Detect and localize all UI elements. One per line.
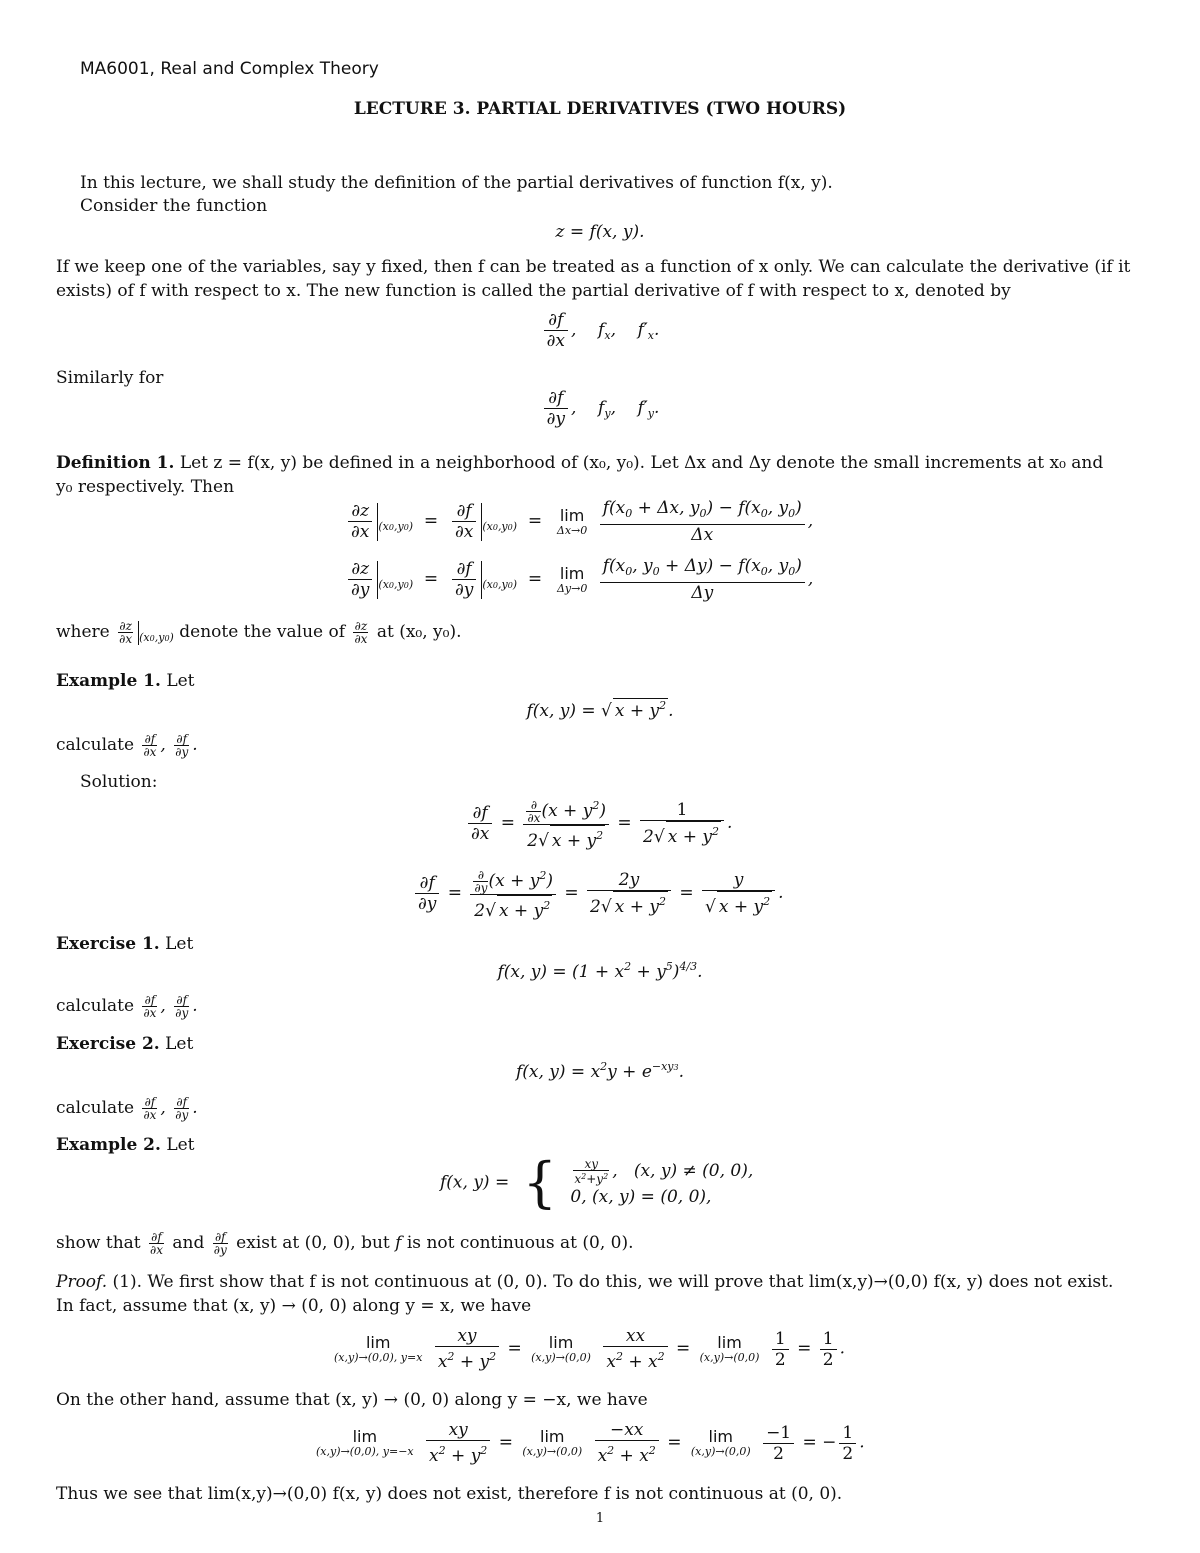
- exercise-2-line: Exercise 2. Let: [56, 1034, 194, 1054]
- intro-paragraph-line-2: exists) of f with respect to x. The new function is called the partial derivative of f with respect to x, denoted by: [56, 281, 1011, 301]
- proof-line-4: Thus we see that lim(x,y)→(0,0) f(x, y) does not exist, therefore f is not continuous at (0, 0).: [56, 1484, 843, 1504]
- proof-line-3: On the other hand, assume that (x, y) → (0, 0) along y = −x, we have: [56, 1390, 648, 1410]
- definition-1-line-1: [56, 452, 1103, 474]
- intro-line-1: In this lecture, we shall study the definition of the partial derivatives of function f(x, y).: [80, 173, 833, 193]
- proof-label: Proof.: [56, 1272, 108, 1292]
- solution-partial-x: $\frac{\partial f}{\partial x}$ = $\frac{\partial}{\partial x}$ $(x + y^2)$ 2√ $x + y^2$ = $\frac{1}{2√ x + y^2}$ .: [465, 796, 732, 851]
- exercise-2-calculate: calculate $\frac{\partial f}{\partial x}$ , $\frac{\partial f}{\partial y}$ .: [56, 1095, 198, 1122]
- case-2: 0, (x, y) = (0, 0),: [570, 1186, 712, 1207]
- solution-partial-y: $\frac{\partial f}{\partial y}$ = $\frac{\partial}{\partial y}$ $(x + y^2)$ 2√ $x + y^2$ = $\frac{2y}{2√ x + y^2}$ = $\frac{y}{√ x + y^2}$ .: [412, 866, 784, 921]
- partial-y-notation: $\frac{\partial f}{\partial y}$ , $f_y$, $f'_y$.: [0, 388, 1200, 429]
- exercise-1-calculate: calculate $\frac{\partial f}{\partial x}$ , $\frac{\partial f}{\partial y}$ .: [56, 993, 198, 1020]
- exercise-1-function: f(x, $y) = (1 + x^2 + y^5)^{4/3}$.: [497, 960, 703, 982]
- definition-partial-y-formula: $\frac{\partial z}{\partial y}$ $_{(x0,y0)}$ = $\frac{\partial f}{\partial y}$ $_{(x0,y0)}$ = lim Δy→0 $\frac{f(x_0, y_0 + \Delta y) - f(x_0, y_0)}{\Delta y}$ ,: [345, 556, 813, 603]
- limit-along-y-equals-minus-x: lim (x,y)→(0,0), y=−x $\frac{xy}{x^2 + y^2}$ = lim (x,y)→(0,0) $\frac{-xx}{x^2 + x^2}$ = lim (x,y)→(0,0) $\frac{-1}{2}$ = − $\frac{1}{2}$ .: [316, 1420, 865, 1466]
- example-2-piecewise: f(x, y) = { $\frac{xy}{x^2+y^2}$ , (x, y) ≠ (0, 0), 0, (x, y) = (0, 0),: [440, 1151, 754, 1214]
- intro-paragraph-line-1: If we keep one of the variables, say y fixed, then f can be treated as a function of x only. We can calculate the derivative (if it: [56, 257, 1131, 277]
- similarly-text: Similarly for: [56, 368, 164, 388]
- example-2-show-line: show that $\frac{\partial f}{\partial x}$ and $\frac{\partial f}{\partial y}$ exist at (0, 0), but f is not continuous at (0, 0).: [56, 1230, 634, 1257]
- definition-where-line: where $\frac{\partial z}{\partial x}$ $_{(x0,y0)}$ denote the value of $\frac{\partial z}{\partial x}$ at (x₀, y₀).: [56, 619, 462, 646]
- example-1-calculate: calculate $\frac{\partial f}{\partial x}$ , $\frac{\partial f}{\partial y}$ .: [56, 732, 198, 759]
- case-1-condition: (x, y) ≠ (0, 0),: [633, 1160, 754, 1181]
- example-2-line: Example 2. Let: [56, 1135, 195, 1155]
- limit-along-y-equals-x: lim (x,y)→(0,0), y=x $\frac{xy}{x^2 + y^2}$ = lim (x,y)→(0,0) $\frac{xx}{x^2 + x^2}$ = lim (x,y)→(0,0) $\frac{1}{2}$ = $\frac{1}{2}$ .: [334, 1326, 845, 1372]
- equation-z-f: z = f(x, y).: [555, 222, 645, 242]
- example-1-line: Example 1. Let: [56, 671, 195, 691]
- proof-line-2: In fact, assume that (x, y) → (0, 0) along y = x, we have: [56, 1296, 532, 1316]
- page-number: 1: [595, 1511, 605, 1526]
- intro-line-2: Consider the function: [80, 196, 268, 216]
- definition-1-line-2: y₀ respectively. Then: [56, 477, 235, 497]
- proof-line-1: Proof. (1). We first show that f is not continuous at (0, 0). To do this, we will prove that lim(x,y)→(0,0) f(x, y) does not exist.: [56, 1272, 1114, 1292]
- partial-x-notation: $\frac{\partial f}{\partial x}$ , $f_x$, $f'_x$.: [0, 310, 1200, 351]
- definition-1-text: Let z = f(x, y) be defined in a neighborhood of (x₀, y₀). Let Δx and Δy denote the small increments at x₀ and: [179, 453, 1104, 473]
- exercise-2-function: f(x, $y) = x^2y + e^{-xy3}$.: [515, 1060, 685, 1082]
- solution-label: Solution:: [80, 772, 158, 792]
- example-1-function: f(x, y) = √ $x + y^2$ .: [526, 699, 674, 721]
- exercise-1-line: Exercise 1. Let: [56, 934, 194, 954]
- definition-partial-x-formula: $\frac{\partial z}{\partial x}$ $_{(x0,y0)}$ = $\frac{\partial f}{\partial x}$ $_{(x0,y0)}$ = lim Δx→0 $\frac{f(x_0 + \Delta x, y_0) - f(x_0, y_0)}{\Delta x}$ ,: [345, 498, 813, 545]
- definition-1-label: Definition 1.: [56, 453, 175, 473]
- course-header: MA6001, Real and Complex Theory: [80, 59, 379, 79]
- lecture-title: LECTURE 3. PARTIAL DERIVATIVES (TWO HOURS): [353, 99, 847, 119]
